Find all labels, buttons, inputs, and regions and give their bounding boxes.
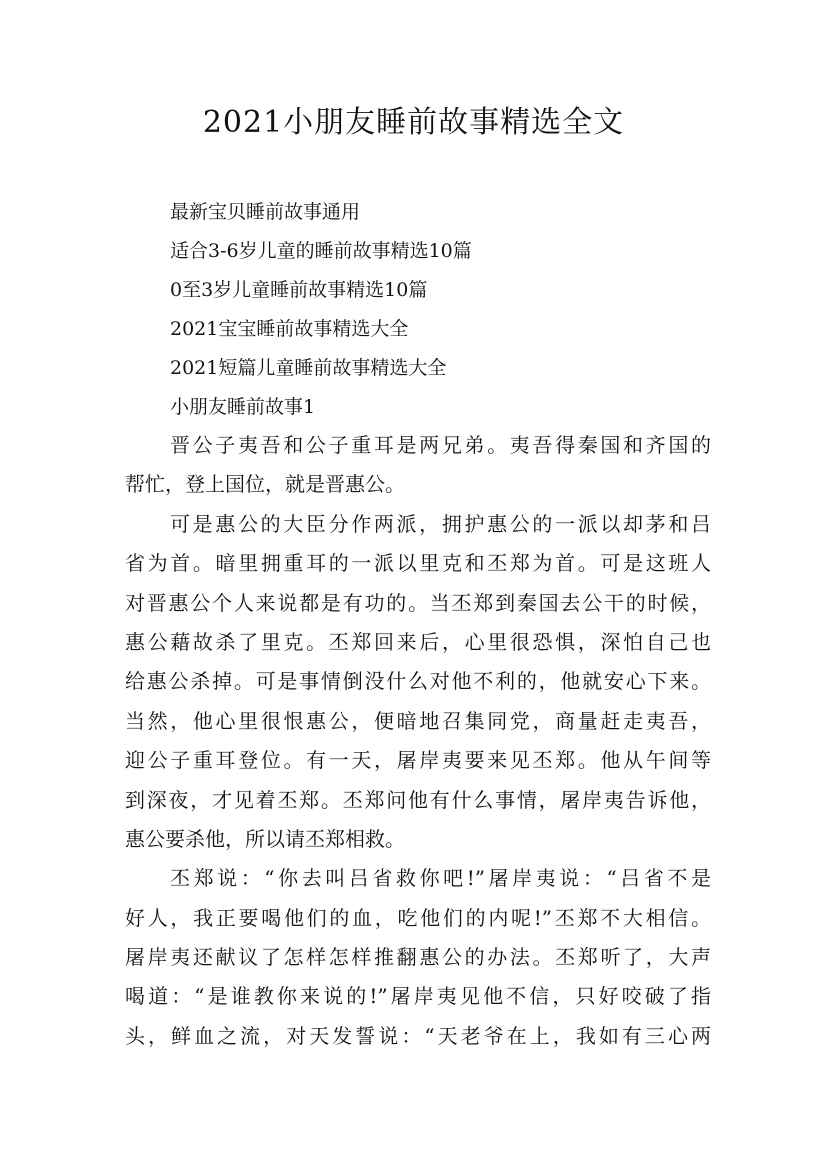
text-line: 惠公藉故杀了里克。丕郑回来后，心里很恐惧，深怕自己也 bbox=[125, 629, 711, 654]
toc-item: 0至3岁儿童睡前故事精选10篇 bbox=[170, 279, 428, 301]
toc-list bbox=[170, 193, 730, 388]
text-line: 晋公子夷吾和公子重耳是两兄弟。夷吾得秦国和齐国的 bbox=[170, 433, 711, 457]
toc-item: 最新宝贝睡前故事通用 bbox=[170, 201, 361, 223]
text-line: 丕郑说：“你去叫吕省救你吧!”屠岸夷说：“吕省不是 bbox=[170, 866, 711, 891]
story-body bbox=[125, 426, 711, 1056]
toc-item: 2021宝宝睡前故事精选大全 bbox=[170, 318, 409, 340]
text-line: 给惠公杀掉。可是事情倒没什么对他不利的，他就安心下来。 bbox=[125, 669, 711, 694]
toc-item: 2021短篇儿童睡前故事精选大全 bbox=[170, 357, 447, 379]
text-line: 对晋惠公个人来说都是有功的。当丕郑到秦国去公干的时候， bbox=[125, 590, 711, 615]
text-line: 省为首。暗里拥重耳的一派以里克和丕郑为首。可是这班人 bbox=[125, 551, 711, 576]
text-line: 屠岸夷还献议了怎样怎样推翻惠公的办法。丕郑听了，大声 bbox=[125, 945, 711, 970]
text-line: 当然，他心里很恨惠公，便暗地召集同党，商量赶走夷吾， bbox=[125, 708, 711, 733]
text-line: 头，鲜血之流，对天发誓说：“天老爷在上，我如有三心两 bbox=[125, 1023, 711, 1048]
text-line: 迎公子重耳登位。有一天，屠岸夷要来见丕郑。他从午间等 bbox=[125, 748, 711, 773]
toc-item: 适合3-6岁儿童的睡前故事精选10篇 bbox=[170, 240, 472, 262]
paragraph bbox=[125, 426, 711, 505]
text-line: 喝道：“是谁教你来说的!”屠岸夷见他不信，只好咬破了指 bbox=[125, 984, 711, 1009]
text-line: 好人，我正要喝他们的血，吃他们的内呢!”丕郑不大相信。 bbox=[125, 905, 711, 930]
paragraph bbox=[125, 505, 711, 860]
text-line: 到深夜，才见着丕郑。丕郑问他有什么事情，屠岸夷告诉他， bbox=[125, 787, 711, 812]
story-heading: 小朋友睡前故事1 bbox=[170, 396, 316, 418]
text-line: 惠公要杀他，所以请丕郑相救。 bbox=[125, 826, 405, 851]
document-title: 2021小朋友睡前故事精选全文 bbox=[202, 105, 625, 140]
paragraph bbox=[125, 859, 711, 1056]
text-line: 可是惠公的大臣分作两派，拥护惠公的一派以却茅和吕 bbox=[170, 511, 711, 536]
text-line: 帮忙，登上国位，就是晋惠公。 bbox=[125, 472, 405, 497]
